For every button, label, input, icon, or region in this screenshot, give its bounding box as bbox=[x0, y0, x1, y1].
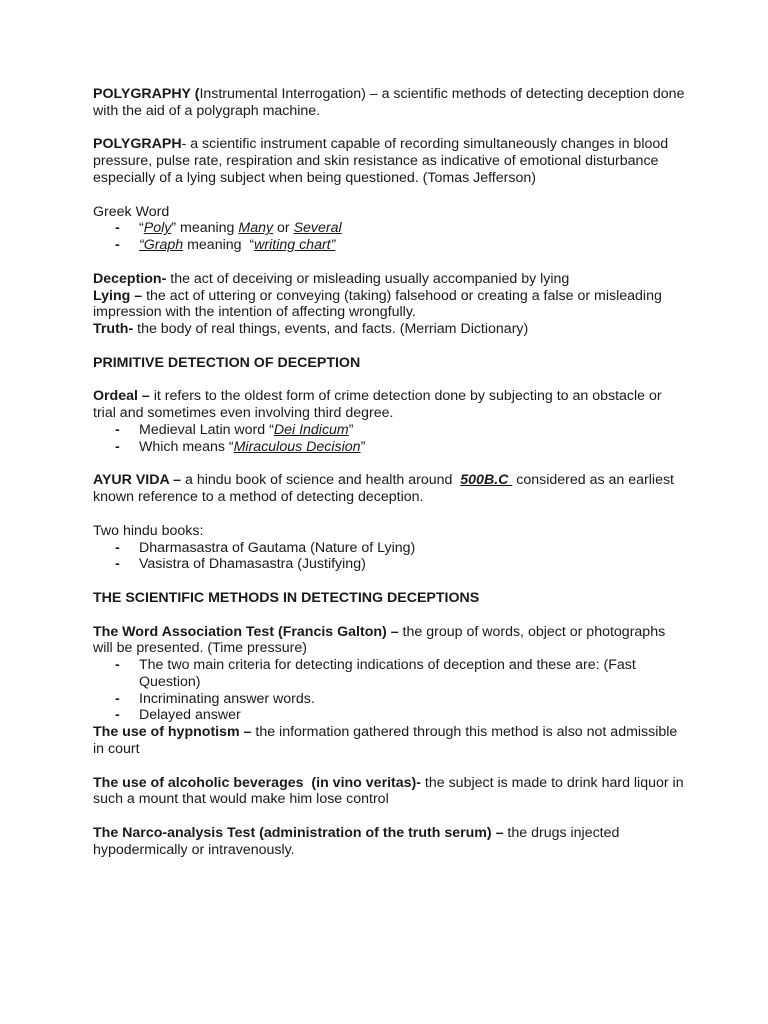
polygraph-term: POLYGRAPH bbox=[93, 136, 182, 153]
hypnotism-paragraph: The use of hypnotism – the information gathered through this method is also not admissible in court bbox=[93, 724, 678, 758]
ordeal-list bbox=[93, 422, 688, 456]
narco-analysis-paragraph: The Narco-analysis Test (administration of the truth serum) – the drugs injected hypodermically or intravenously. bbox=[93, 825, 620, 858]
alcohol-paragraph: The use of alcoholic beverages (in vino veritas)- the subject is made to drink hard liquor in such a mount that would make him lose control bbox=[93, 774, 684, 808]
list-item: - Which means “Miraculous Decision” bbox=[93, 439, 688, 456]
ordeal-paragraph: Ordeal – it refers to the oldest form of crime detection done by subjecting to an obstacle or trial and sometimes even involving third degree. bbox=[93, 388, 662, 422]
list-item: - Medieval Latin word “Dei Indicum” bbox=[93, 422, 688, 439]
list-item: - Vasistra of Dhamasastra (Justifying) bbox=[93, 556, 688, 573]
list-item: - The two main criteria for detecting indications of deception and these are: (Fast Question) bbox=[93, 657, 688, 691]
graph-term: “Graph bbox=[139, 237, 184, 254]
many-term: Many bbox=[238, 220, 274, 237]
section-heading-scientific: THE SCIENTIFIC METHODS IN DETECTING DECEPTIONS bbox=[93, 589, 480, 606]
list-item: - Incriminating answer words. bbox=[93, 691, 688, 708]
hindu-books-heading: Two hindu books: bbox=[93, 522, 204, 539]
polygraph-paragraph bbox=[93, 136, 688, 186]
ayur-vida-paragraph: AYUR VIDA – a hindu book of science and health around 500B.C considered as an earliest known reference to a method of detecting deception. bbox=[93, 472, 675, 506]
truth-paragraph: Truth- the body of real things, events, and facts. (Merriam Dictionary) bbox=[93, 321, 529, 338]
polygraphy-paragraph bbox=[93, 86, 688, 120]
several-term: Several bbox=[293, 220, 342, 237]
greek-word-list bbox=[93, 220, 688, 254]
polygraphy-definition: Instrumental Interrogation) – a scientific methods of detecting deception done with the aid of a polygraph machine. bbox=[93, 86, 685, 119]
polygraph-definition: - a scientific instrument capable of recording simultaneously changes in blood pressure, pulse rate, respiration and skin resistance as indicative of emotional disturbance especially of a lying subject when being questioned. (Tomas Jefferson) bbox=[93, 136, 669, 186]
year-500bc: 500B.C bbox=[460, 472, 513, 489]
deception-paragraph: Deception- the act of deceiving or misleading usually accompanied by lying bbox=[93, 270, 570, 287]
writing-chart-term: writing chart” bbox=[254, 237, 336, 254]
polygraphy-term: POLYGRAPHY ( bbox=[93, 86, 200, 102]
list-item: - Delayed answer bbox=[93, 707, 688, 724]
section-heading-primitive: PRIMITIVE DETECTION OF DECEPTION bbox=[93, 354, 361, 371]
poly-term: Poly bbox=[143, 220, 172, 237]
hindu-books-list bbox=[93, 540, 688, 574]
word-association-paragraph: The Word Association Test (Francis Galton) – the group of words, object or photographs will be presented. (Time pressure) bbox=[93, 623, 666, 657]
list-item: - Dharmasastra of Gautama (Nature of Lying) bbox=[93, 540, 688, 557]
greek-word-heading: Greek Word bbox=[93, 203, 170, 220]
word-association-list bbox=[93, 657, 688, 724]
list-item: - “Graph meaning “writing chart” bbox=[93, 237, 688, 254]
list-item: - “Poly” meaning Many or Several bbox=[93, 220, 688, 237]
lying-paragraph: Lying – the act of uttering or conveying (taking) falsehood or creating a false or misleading impression with the intention of affecting wrongfully. bbox=[93, 287, 662, 321]
